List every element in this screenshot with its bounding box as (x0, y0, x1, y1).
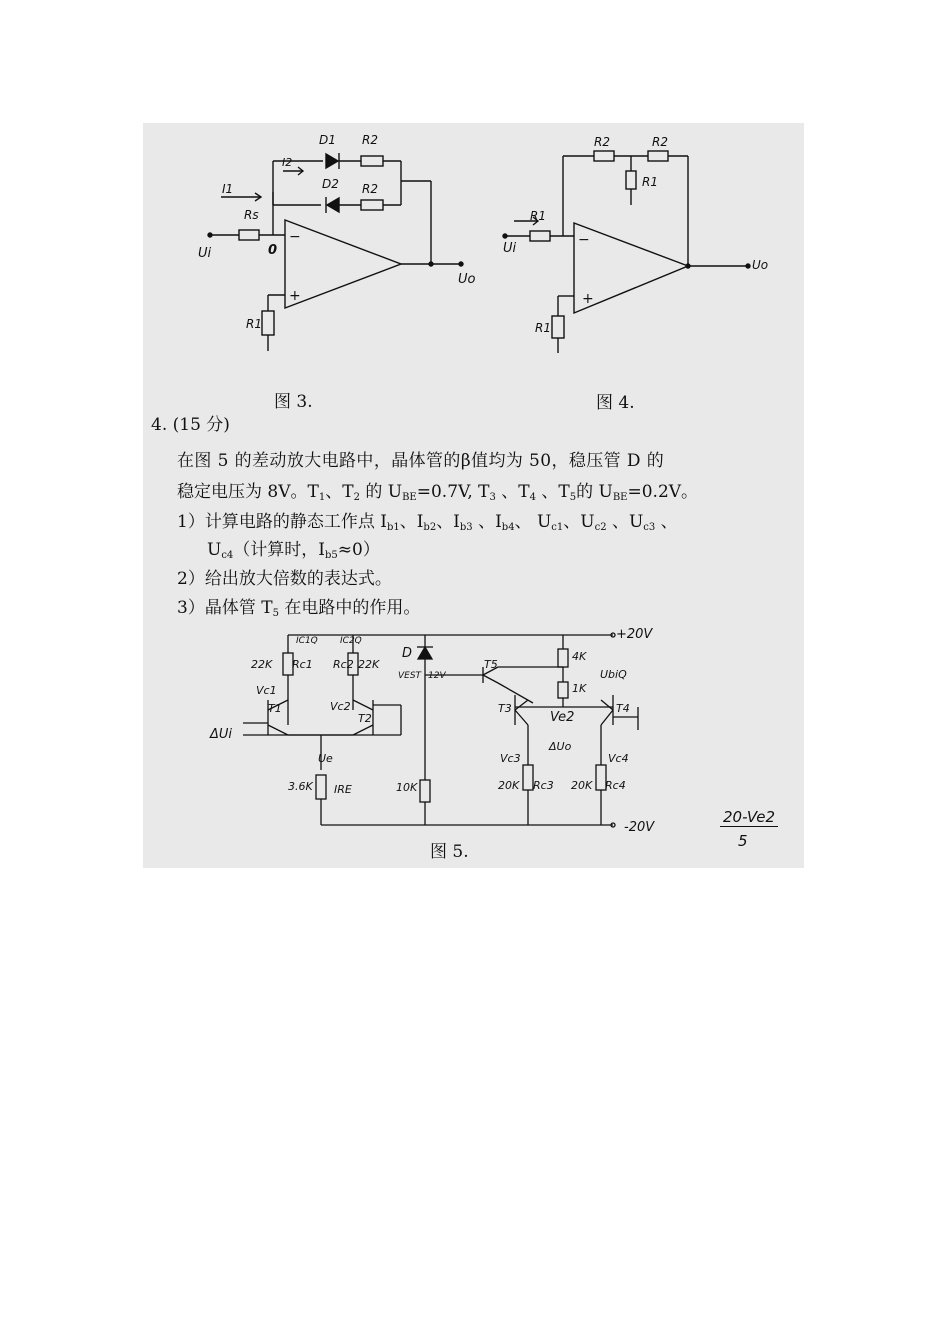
resistor-1k (558, 682, 568, 698)
label-r2-bottom: R2 (362, 182, 378, 196)
fig4-label-r2-right: R2 (652, 135, 668, 149)
label-minus-20v: -20V (624, 820, 655, 835)
label-uo: Uo (458, 272, 476, 287)
resistor-r2-left (594, 151, 614, 161)
fig4-label-ui: Ui (503, 241, 517, 256)
label-20k-right: 20K (571, 779, 593, 792)
resistor-rc3 (523, 765, 533, 790)
label-t2: T2 (358, 712, 372, 725)
label-t1: T1 (268, 702, 282, 715)
label-vc1: Vc1 (256, 684, 277, 697)
label-1k: 1K (572, 682, 587, 695)
question-line-2: 稳定电压为 8V。$T_1$、$T_2$ 的 $U_{BE}=0.7V$, $T_3$ 、$T_4$ 、$T_5$的 $U_{BE}=0.2V$。 (177, 482, 699, 503)
label-d2: D2 (322, 177, 339, 191)
figure-4-circuit (490, 123, 780, 368)
label-i1: I1 (222, 182, 234, 196)
figure-5-caption: 图 5. (430, 842, 469, 862)
label-i2: I2 (282, 156, 293, 169)
figure-5-circuit (143, 625, 804, 840)
margin-note-denominator: 5 (738, 832, 748, 850)
label-3-6k: 3.6K (288, 780, 313, 793)
resistor-r1-input (530, 231, 550, 241)
label-r2-top: R2 (362, 133, 378, 147)
label-t4: T4 (616, 702, 630, 715)
label-vest: VEST (398, 671, 422, 681)
label-10k: 10K (396, 781, 418, 794)
label-delta-uo: ΔUo (549, 740, 572, 753)
label-delta-ui: ΔUi (210, 727, 233, 742)
fig4-label-r1-shunt: R1 (642, 175, 658, 189)
label-vc4: Vc4 (608, 752, 629, 765)
question-item-2: 2）给出放大倍数的表达式。 (177, 569, 392, 589)
label-ire: IRE (334, 783, 352, 796)
question-header: 4. (15 分) (151, 415, 230, 435)
label-rc1: Rc1 (292, 658, 313, 671)
label-ic1q: IC1Q (296, 636, 318, 646)
label-22k-right: 22K (358, 658, 380, 671)
opamp-triangle (285, 220, 401, 308)
resistor-re (316, 775, 326, 799)
fig4-label-uo: Uo (752, 258, 769, 272)
label-rc3: Rc3 (533, 779, 554, 792)
label-4k: 4K (572, 650, 587, 663)
label-ubiq: UbiQ (600, 668, 627, 681)
label-vc3: Vc3 (500, 752, 521, 765)
label-t3: T3 (498, 702, 512, 715)
resistor-rs (239, 230, 259, 240)
question-line-1: 在图 5 的差动放大电路中，晶体管的β值均为 50，稳压管 D 的 (177, 451, 665, 471)
label-ue: Ue (318, 752, 333, 765)
label-rc2: Rc2 (333, 658, 354, 671)
svg-text:+: + (582, 291, 594, 307)
fig4-label-r1-input: R1 (530, 209, 546, 223)
figure-3-circuit (143, 123, 476, 383)
label-22k-left: 22K (251, 658, 273, 671)
figure-4-caption: 图 4. (596, 393, 635, 413)
label-12v: 12V (428, 671, 446, 681)
resistor-r2-bottom (361, 200, 383, 210)
label-20k-left: 20K (498, 779, 520, 792)
svg-text:+: + (289, 288, 301, 304)
resistor-4k (558, 649, 568, 667)
fig4-label-r2-left: R2 (594, 135, 610, 149)
resistor-r2-top (361, 156, 383, 166)
label-node-0: 0 (268, 243, 278, 258)
label-d1: D1 (319, 133, 336, 147)
diode-d1 (326, 154, 338, 168)
resistor-r2-right (648, 151, 668, 161)
figure-3-caption: 图 3. (274, 392, 313, 412)
label-d: D (402, 646, 413, 661)
zener-diode (418, 647, 432, 659)
label-t5: T5 (484, 658, 498, 671)
question-item-3: 3）晶体管 $T_5$ 在电路中的作用。 (177, 598, 421, 619)
label-vc2: Vc2 (330, 700, 351, 713)
label-r1: R1 (246, 317, 262, 331)
svg-text:−: − (578, 232, 590, 248)
resistor-r1 (262, 311, 274, 335)
resistor-r1-ground (552, 316, 564, 338)
fig4-label-r1-ground: R1 (535, 321, 551, 335)
resistor-r1-shunt (626, 171, 636, 189)
diode-d2 (327, 198, 339, 212)
margin-note-numerator: 20-Ve2 (720, 808, 778, 827)
label-ui: Ui (198, 246, 212, 261)
resistor-10k (420, 780, 430, 802)
label-ve2: Ve2 (550, 710, 575, 725)
label-plus-20v: +20V (616, 627, 653, 642)
question-item-1-continued: $U_{c4}$（计算时，$I_{b5}\approx 0$） (207, 540, 380, 561)
label-rs: Rs (244, 208, 259, 222)
svg-text:−: − (289, 229, 301, 245)
label-rc4: Rc4 (605, 779, 626, 792)
question-item-1: 1）计算电路的静态工作点 $I_{b1}$、$I_{b2}$、$I_{b3}$ 、$I_{b4}$、 $U_{c1}$、$U_{c2}$ 、$U_{c3}$ 、 (177, 512, 678, 533)
label-ic2q: IC2Q (340, 636, 362, 646)
